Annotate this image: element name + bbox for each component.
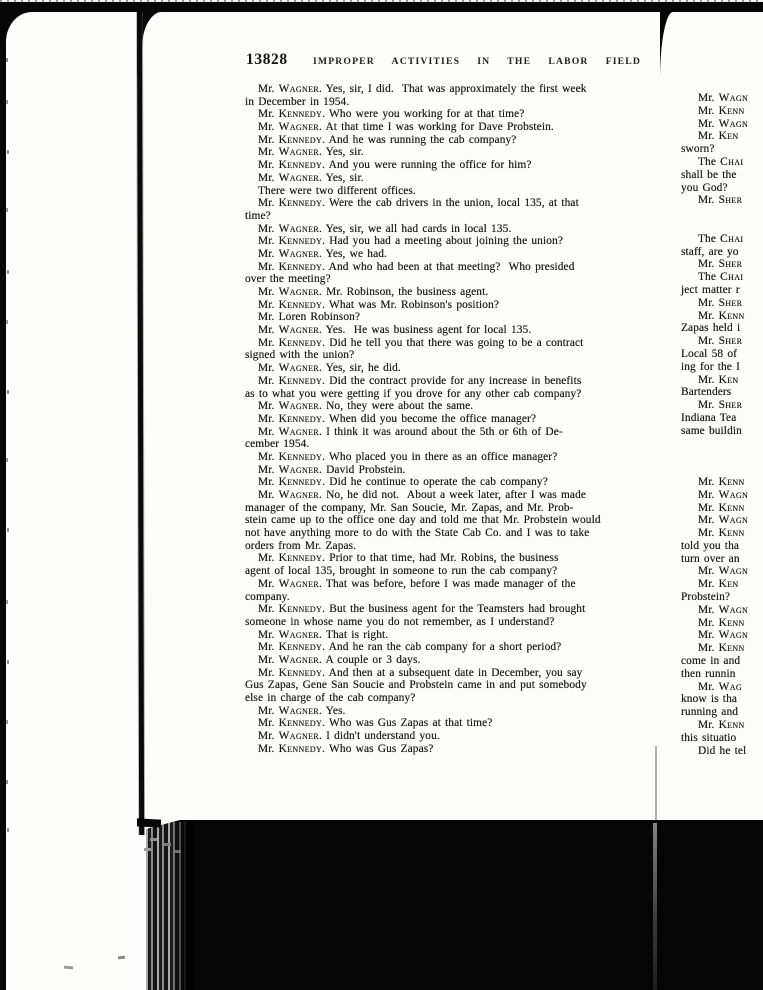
transcript-line: Mr. Kennedy. When did you become the office manager?: [258, 412, 537, 425]
facing-page-line: Mr. Ken: [698, 373, 739, 386]
facing-page-line: Mr. Sher: [698, 399, 743, 412]
main-page: [142, 12, 660, 820]
facing-page-line: Mr. Wagn: [698, 565, 749, 578]
facing-page-line: Mr. Wagn: [698, 488, 749, 501]
facing-page-line: Mr. Ken: [698, 578, 739, 591]
facing-page-line: Mr. Kenn: [698, 719, 745, 732]
transcript-line: Mr. Kennedy. And he ran the cab company for a short period?: [258, 641, 562, 654]
facing-page-line: ing for the I: [681, 360, 740, 373]
facing-page-line: Mr. Sher: [698, 258, 743, 271]
transcript-line: Mr. Wagner. No, he did not. About a week later, after I was made: [258, 489, 587, 501]
transcript-line: Mr. Wagner. That was before, before I was made manager of the: [258, 577, 576, 590]
facing-page-line: running and: [681, 706, 739, 719]
transcript-line: Mr. Wagner. David Probstein.: [258, 463, 406, 476]
facing-page-line: Mr. Kenn: [698, 309, 745, 322]
facing-page-line: Mr. Ken: [698, 130, 739, 143]
transcript-line: orders from Mr. Zapas.: [245, 539, 357, 552]
facing-page-line: you God?: [681, 181, 728, 194]
transcript-line: Mr. Wagner. Yes, sir, he did.: [258, 362, 401, 375]
facing-page-line: Bartenders: [681, 386, 732, 399]
transcript-line: agent of local 135, brought in someone to run the cab company?: [245, 565, 558, 578]
facing-page-line: Mr. Wag: [698, 680, 742, 693]
facing-page-line: Mr. Sher: [698, 194, 743, 207]
transcript-line: Mr. Wagner. I didn't understand you.: [258, 730, 440, 743]
facing-page-line: [681, 207, 763, 220]
facing-page-edge: [660, 12, 763, 820]
facing-page-line: Mr. Sher: [698, 296, 743, 309]
facing-page-line: Mr. Kenn: [698, 616, 745, 629]
transcript-line: Mr. Kennedy. Did he tell you that there was going to be a contract: [258, 336, 584, 349]
page-stack-streaks: [146, 822, 194, 990]
transcript-line: Mr. Wagner. Yes, sir, we all had cards in local 135.: [258, 222, 512, 235]
facing-page-text-fragment: [681, 92, 763, 757]
page-crease-line: [655, 746, 657, 822]
facing-page-line: [681, 463, 763, 476]
transcript-line: Mr. Wagner. Yes. He was business agent for local 135.: [258, 324, 532, 337]
facing-page-line: [681, 220, 763, 233]
transcript-line: time?: [245, 209, 271, 222]
previous-page-edge: [6, 12, 137, 990]
facing-page-line: Zapas held i: [681, 322, 741, 335]
facing-page-line: Probstein?: [681, 591, 731, 604]
transcript-line: else in charge of the cab company?: [245, 692, 416, 704]
facing-page-line: shall be the: [681, 168, 737, 181]
facing-page-line: Mr. Kenn: [698, 527, 745, 540]
transcript-line: Mr. Kennedy. Did the contract provide for any increase in benefits: [258, 374, 582, 387]
transcript-line: over the meeting?: [245, 273, 331, 286]
running-title: IMPROPER ACTIVITIES IN THE LABOR FIELD: [313, 56, 642, 67]
transcript-line: not have anything more to do with the State Cab Co. and I was to take: [245, 527, 590, 540]
transcript-lines: [245, 83, 647, 755]
facing-page-line: Mr. Kenn: [698, 501, 745, 514]
transcript-line: Mr. Kennedy. Prior to that time, had Mr. Robins, the business: [258, 552, 559, 565]
facing-page-line: sworn?: [681, 143, 715, 156]
transcript-line: Mr. Kennedy. Who placed you in there as an office manager?: [258, 450, 558, 463]
facing-page-line: ject matter r: [681, 283, 740, 296]
transcript-line: Mr. Loren Robinson?: [258, 311, 361, 324]
transcript-line: stein came up to the office one day and told me that Mr. Probstein would: [245, 514, 601, 527]
transcript-line: There were two different offices.: [258, 184, 416, 197]
facing-page-line: [681, 438, 763, 451]
transcript-line: Mr. Wagner. Yes.: [258, 704, 346, 717]
transcript-line: Mr. Wagner. Yes, we had.: [258, 247, 387, 260]
gutter-streak-in-shadow: [653, 823, 657, 990]
transcript-line: Mr. Kennedy. Did he continue to operate the cab company?: [258, 476, 548, 489]
facing-page-line: Mr. Wagn: [698, 92, 749, 104]
facing-page-line: The Chai: [698, 232, 744, 245]
transcript-line: Mr. Kennedy. And who had been at that meeting? Who presided: [258, 260, 575, 273]
transcript-line: Mr. Kennedy. And you were running the office for him?: [258, 159, 532, 172]
facing-page-line: turn over an: [681, 552, 740, 565]
transcript-line: Mr. Kennedy. What was Mr. Robinson's position?: [258, 298, 499, 311]
facing-page-line: then runnin: [681, 667, 736, 680]
facing-page-line: Mr. Wagn: [698, 629, 749, 642]
facing-page-line: Mr. Wagn: [698, 117, 749, 130]
transcript-line: Mr. Kennedy. But the business agent for the Teamsters had brought: [258, 603, 586, 616]
transcript-line: cember 1954.: [245, 438, 310, 451]
transcript-line: Mr. Kennedy. And he was running the cab company?: [258, 133, 517, 146]
transcript-line: in December in 1954.: [245, 95, 350, 108]
facing-page-line: Mr. Kenn: [698, 104, 745, 117]
transcript-line: Mr. Kennedy. And then at a subsequent date in December, you say: [258, 666, 583, 679]
dust-speck: [64, 966, 73, 970]
scan-top-band: [0, 2, 763, 12]
transcript-line: signed with the union?: [245, 349, 355, 362]
transcript-line: as to what you were getting if you drove for any other cab company?: [245, 387, 582, 400]
page-edge-specks: [6, 58, 8, 62]
shadow-tail: [137, 818, 161, 827]
facing-page-line: Local 58 of: [681, 347, 738, 360]
facing-page-line: Mr. Kenn: [698, 475, 745, 488]
transcript-line: Mr. Kennedy. Who was Gus Zapas?: [258, 742, 434, 755]
facing-page-line: know is tha: [681, 693, 738, 706]
facing-page-line: The Chai: [698, 155, 744, 168]
scan-left-edge: [0, 2, 6, 990]
facing-page-line: this situatio: [681, 731, 737, 744]
transcript-line: Mr. Kennedy. Were the cab drivers in the union, local 135, at that: [258, 197, 579, 210]
facing-page-line: Indiana Tea: [681, 411, 737, 424]
facing-page-line: come in and: [681, 655, 741, 668]
facing-page-line: told you tha: [681, 539, 740, 552]
facing-page-line: Mr. Wagn: [698, 514, 749, 527]
transcript-line: manager of the company, Mr. San Soucie, Mr. Zapas, and Mr. Prob-: [245, 501, 574, 514]
facing-page-line: Did he tel: [698, 744, 747, 757]
facing-page-line: [681, 450, 763, 463]
facing-page-line: The Chai: [698, 271, 744, 284]
facing-page-line: same buildin: [681, 424, 742, 437]
page-number: 13828: [246, 51, 288, 68]
facing-page-line: staff, are yo: [681, 245, 739, 258]
transcript-line: Mr. Wagner. That is right.: [258, 628, 389, 641]
facing-page-line: Mr. Kenn: [698, 642, 745, 655]
transcript-line: Mr. Wagner. At that time I was working for Dave Probstein.: [258, 121, 554, 134]
transcript-line: company.: [245, 590, 290, 603]
facing-page-line: Mr. Wagn: [698, 603, 749, 616]
scan-bottom-shadow: [146, 820, 763, 990]
transcript-line: Mr. Wagner. A couple or 3 days.: [258, 653, 421, 666]
transcript-line: Mr. Wagner. Yes, sir.: [258, 146, 364, 159]
transcript-line: Mr. Wagner. Yes, sir.: [258, 171, 364, 184]
transcript-line: Mr. Kennedy. Who was Gus Zapas at that time?: [258, 717, 493, 730]
transcript-line: someone in whose name you do not remember, as I understand?: [245, 615, 555, 628]
transcript-line: Mr. Kennedy. Who were you working for at that time?: [258, 108, 525, 121]
transcript-line: Gus Zapas, Gene San Soucie and Probstein came in and put somebody: [245, 679, 587, 692]
transcript-line: Mr. Wagner. No, they were about the same.: [258, 400, 474, 413]
transcript-line: Mr. Kennedy. Had you had a meeting about joining the union?: [258, 235, 563, 248]
transcript-line: Mr. Wagner. Mr. Robinson, the business agent.: [258, 286, 489, 298]
transcript-line: Mr. Wagner. I think it was around about the 5th or 6th of De-: [258, 425, 563, 438]
transcript-line: Mr. Wagner. Yes, sir, I did. That was approximately the first week: [258, 83, 587, 95]
facing-page-line: Mr. Sher: [698, 335, 743, 348]
page-curl-marks: [150, 838, 157, 841]
